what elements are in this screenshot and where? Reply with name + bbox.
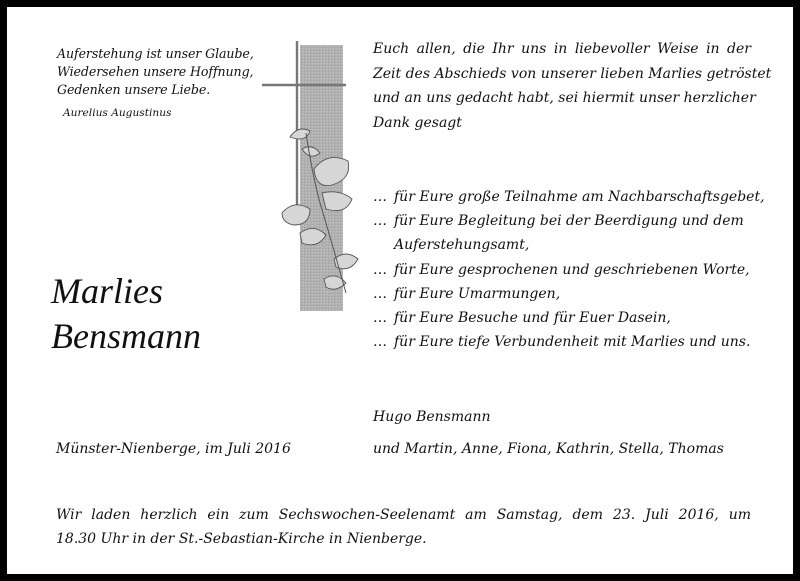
ellipsis: … bbox=[373, 213, 387, 230]
intro-line: Zeit des Abschieds von unserer lieben Marlies getröstet bbox=[373, 65, 772, 82]
intro-line: Dank gesagt bbox=[373, 115, 462, 132]
obituary-card bbox=[7, 7, 793, 574]
thanks-text: für Eure gesprochenen und geschriebenen Worte, bbox=[394, 261, 750, 278]
thanks-item bbox=[373, 258, 763, 282]
cross-with-ivy-icon bbox=[262, 41, 372, 311]
quote-author: Aurelius Augustinus bbox=[63, 107, 172, 119]
intro-line: Euch allen, die Ihr uns in liebevoller Weise in der bbox=[373, 41, 751, 57]
ellipsis: … bbox=[373, 261, 387, 278]
invitation-line: Wir laden herzlich ein zum Sechswochen-Seelenamt am Samstag, dem 23. Juli 2016, um bbox=[56, 507, 751, 523]
thanks-item bbox=[373, 330, 763, 354]
quote bbox=[57, 45, 254, 99]
signer-name: Hugo Bensmann bbox=[373, 409, 491, 425]
ellipsis: … bbox=[373, 189, 387, 205]
family-names: und Martin, Anne, Fiona, Kathrin, Stella, Thomas bbox=[373, 441, 724, 457]
thanks-text: für Eure tiefe Verbundenheit mit Marlies und uns. bbox=[394, 334, 751, 351]
thanks-item bbox=[373, 209, 763, 257]
place-date: Münster-Nienberge, im Juli 2016 bbox=[56, 441, 291, 457]
thanks-item bbox=[373, 185, 763, 209]
thanks-text-continued: Auferstehungsamt, bbox=[394, 237, 530, 254]
intro-line: und an uns gedacht habt, sei hiermit unser herzlicher bbox=[373, 90, 756, 107]
quote-line: Auferstehung ist unser Glaube, bbox=[57, 46, 254, 61]
invitation-line: 18.30 Uhr in der St.-Sebastian-Kirche in Nienberge. bbox=[56, 531, 427, 547]
thanks-text: für Eure Besuche und für Euer Dasein, bbox=[394, 310, 671, 327]
quote-line: Gedenken unsere Liebe. bbox=[57, 82, 211, 97]
deceased-name bbox=[51, 269, 201, 359]
ellipsis: … bbox=[373, 285, 387, 302]
thanks-list bbox=[373, 185, 763, 354]
ellipsis: … bbox=[373, 310, 387, 327]
thanks-text: für Eure große Teilnahme am Nachbarschaftsgebet, bbox=[394, 189, 765, 205]
last-name: Bensmann bbox=[51, 316, 201, 356]
intro-text bbox=[373, 37, 772, 136]
thanks-item bbox=[373, 306, 763, 330]
thanks-text: für Eure Umarmungen, bbox=[394, 285, 561, 302]
thanks-item bbox=[373, 282, 763, 306]
first-name: Marlies bbox=[51, 271, 163, 311]
invitation-text bbox=[56, 503, 751, 551]
quote-line: Wiedersehen unsere Hoffnung, bbox=[57, 64, 254, 79]
ellipsis: … bbox=[373, 334, 387, 351]
thanks-text: für Eure Begleitung bei der Beerdigung und dem bbox=[394, 213, 744, 230]
